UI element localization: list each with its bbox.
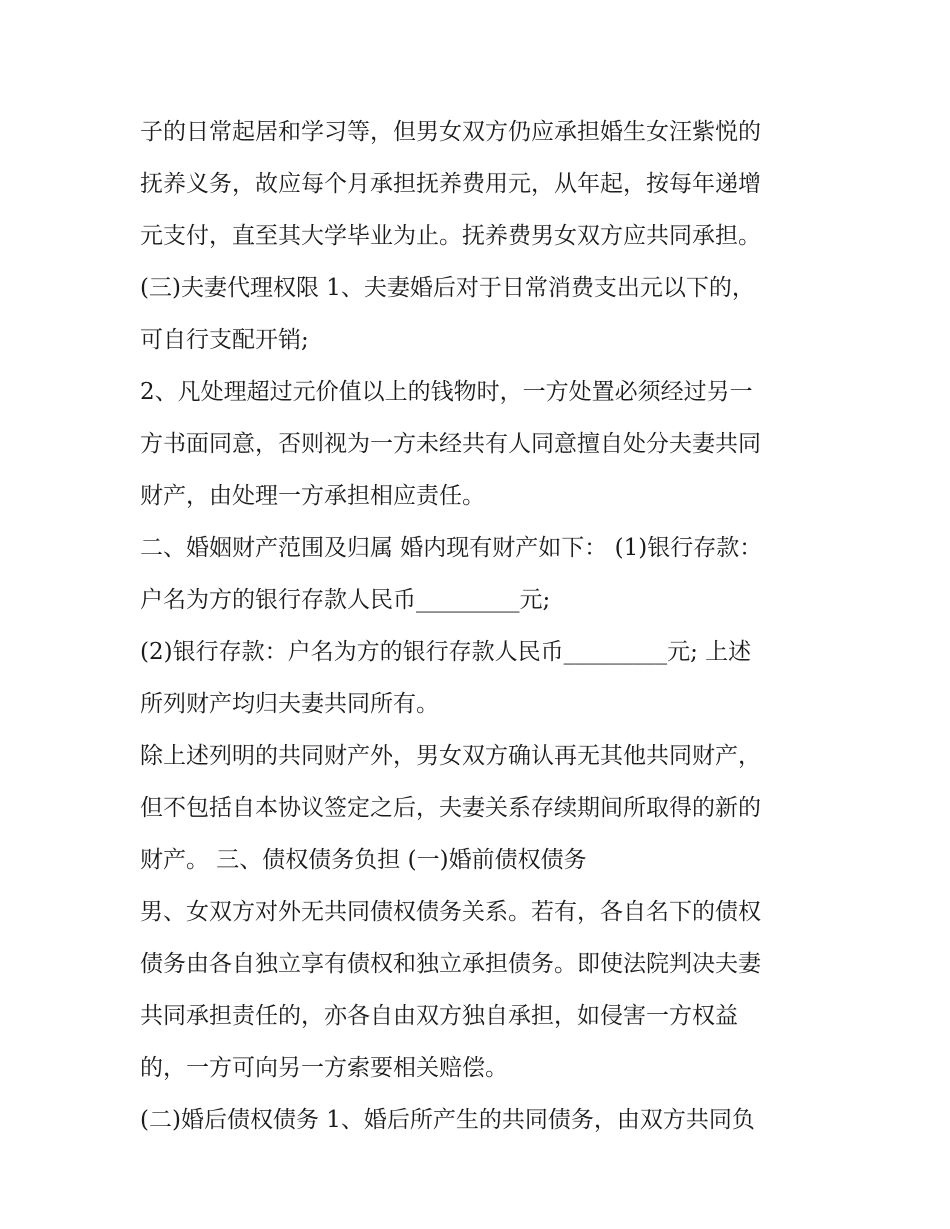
text-line: 但不包括自本协议签定之后，夫妻关系存续期间所取得的新的 <box>140 795 761 821</box>
text-line: 元支付，直至其大学毕业为止。抚养费男女双方应共同承担。 <box>140 223 761 249</box>
text-line: 方书面同意，否则视为一方未经共有人同意擅自处分夫妻共同 <box>140 431 761 457</box>
text-line: (2)银行存款：户名为方的银行存款人民币_________元; 上述 <box>140 639 752 665</box>
text-line: (二)婚后债权债务 1、婚后所产生的共同债务，由双方共同负 <box>140 1107 755 1133</box>
text-line: 户名为方的银行存款人民币_________元; <box>140 587 551 613</box>
text-line: 2、凡处理超过元价值以上的钱物时，一方处置必须经过另一 <box>140 379 753 405</box>
document-body <box>140 106 820 1146</box>
text-line: 财产。 三、债权债务负担 (一)婚前债权债务 <box>140 847 587 873</box>
text-line: 债务由各自独立享有债权和独立承担债务。即使法院判决夫妻 <box>140 951 761 977</box>
text-line: 除上述列明的共同财产外，男女双方确认再无其他共同财产， <box>140 743 761 769</box>
text-line: 二、婚姻财产范围及归属 婚内现有财产如下： (1)银行存款： <box>140 535 763 561</box>
text-line: 可自行支配开销; <box>140 327 309 353</box>
text-line: 的，一方可向另一方索要相关赔偿。 <box>140 1055 508 1081</box>
text-line: 子的日常起居和学习等，但男女双方仍应承担婚生女汪紫悦的 <box>140 119 761 145</box>
text-line: 共同承担责任的，亦各自由双方独自承担，如侵害一方权益 <box>140 1003 738 1029</box>
text-line: (三)夫妻代理权限 1、夫妻婚后对于日常消费支出元以下的， <box>140 275 755 301</box>
text-line: 所列财产均归夫妻共同所有。 <box>140 691 439 717</box>
text-line: 男、女双方对外无共同债权债务关系。若有，各自名下的债权 <box>140 899 761 925</box>
text-line: 抚养义务，故应每个月承担抚养费用元，从年起，按每年递增 <box>140 171 761 197</box>
text-line: 财产，由处理一方承担相应责任。 <box>140 483 485 509</box>
